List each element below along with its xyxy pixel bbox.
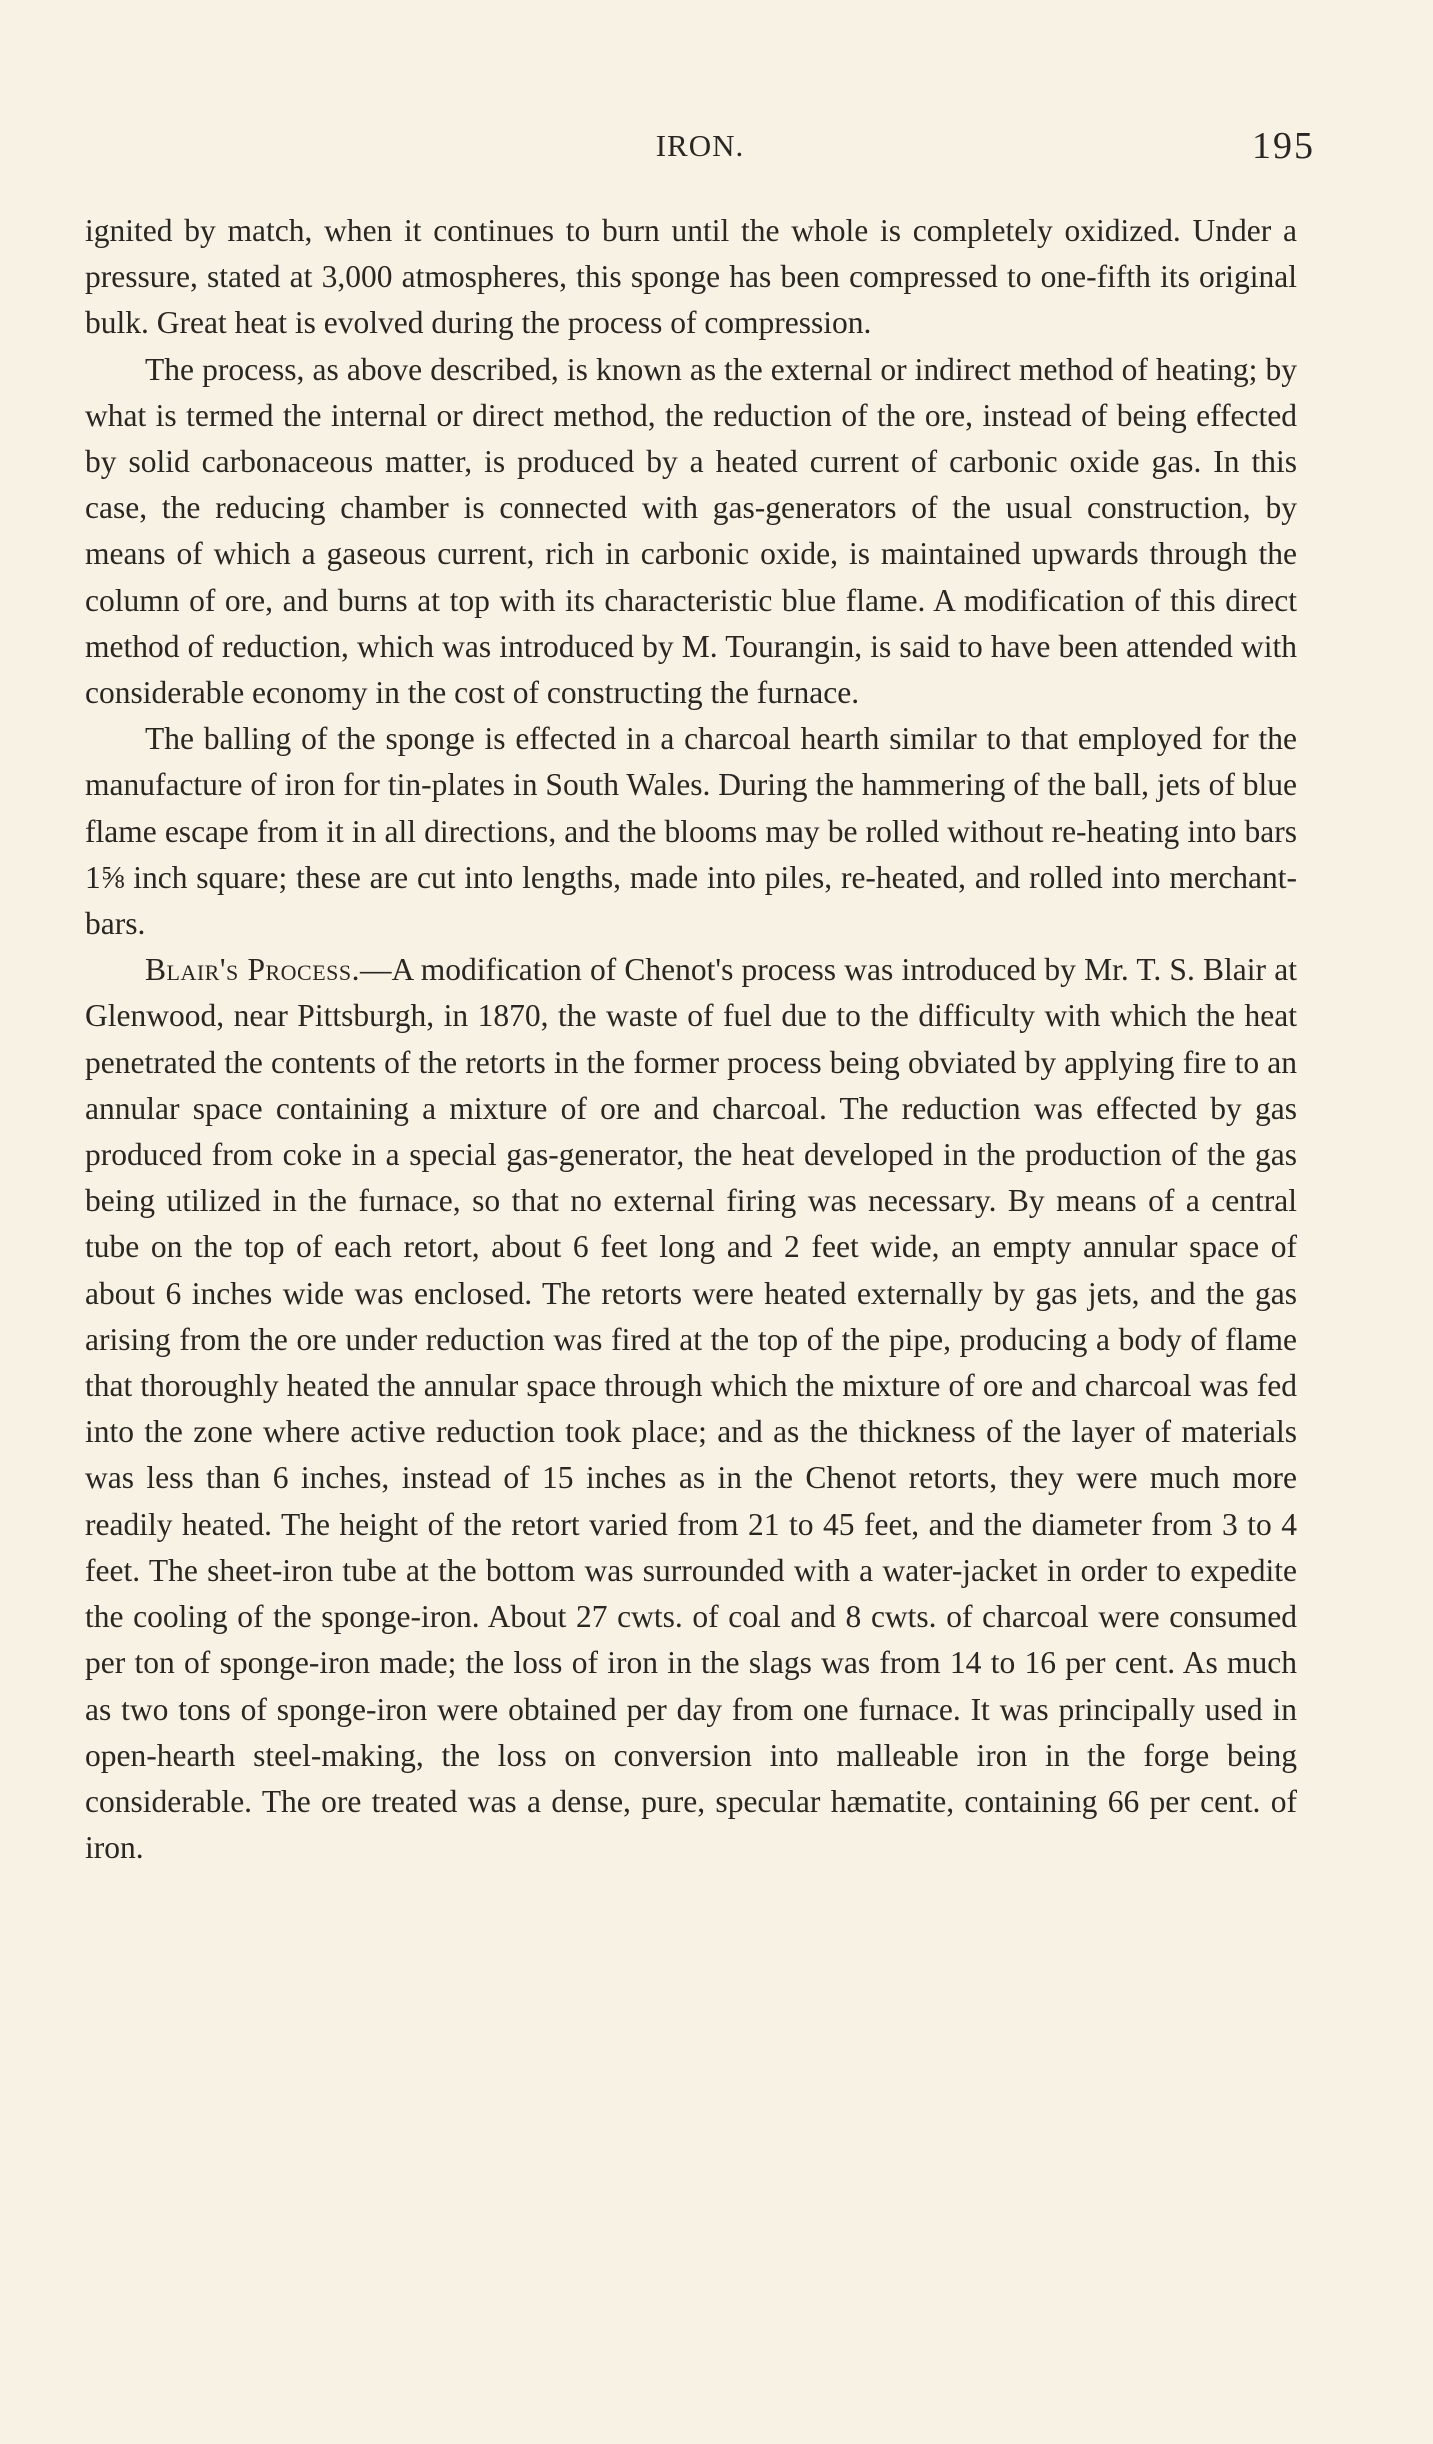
paragraph-blairs-process-text: —A modification of Chenot's process was introduced by Mr. T. S. Blair at Glenwood, near Pittsburgh, in 1870, the waste of fuel due to the difficulty with which the heat penetrated the contents of the retorts in the former process being obviated by applying fire to an annular space containing a mixture of ore and charcoal. The reduction was effected by gas produced from coke in a special gas-generator, the heat developed in the production of the gas being utilized in the furnace, so that no external firing was necessary. By means of a central tube on the top of each retort, about 6 feet long and 2 feet wide, an empty annular space of about 6 inches wide was enclosed. The retorts were heated externally by gas jets, and the gas arising from the ore under reduction was fired at the top of the pipe, producing a body of flame that thoroughly heated the annular space through which the mixture of ore and charcoal was fed into the zone where active reduction took place; and as the thickness of the layer of materials was less than 6 inches, instead of 15 inches as in the Chenot retorts, they were much more readily heated. The height of the retort varied from 21 to 45 feet, and the diameter from 3 to 4 feet. The sheet-iron tube at the bottom was surrounded with a water-jacket in order to expedite the cooling of the sponge-iron. About 27 cwts. of coal and 8 cwts. of charcoal were consumed per ton of sponge-iron made; the loss of iron in the slags was from 14 to 16 per cent. As much as two tons of sponge-iron were obtained per day from one furnace. It was principally used in open-hearth steel-making, the loss on conversion into malleable iron in the forge being considerable. The ore treated was a dense, pure, specular hæmatite, containing 66 per cent. of iron. xyxy=(85,952,1297,1866)
paragraph-balling-sponge: The balling of the sponge is effected in a charcoal hearth similar to that employed for the manufacture of iron for tin-plates in South Wales. During the hammering of the ball, jets of blue flame escape from it in all directions, and the blooms may be rolled without re-heating into bars 1⅝ inch square; these are cut into lengths, made into piles, re-heated, and rolled into merchant-bars. xyxy=(85,721,1297,942)
paragraph-continuation: ignited by match, when it continues to burn until the whole is completely oxidized. Under a pressure, stated at 3,000 atmospheres, this sponge has been compressed to one-fifth its original bulk. Great heat is evolved during the process of compression. xyxy=(85,213,1297,341)
body-text xyxy=(85,208,1297,1871)
running-head xyxy=(85,120,1315,170)
paragraph-blairs-process xyxy=(85,947,1297,1871)
section-heading-blairs-process: Blair's Process. xyxy=(145,952,361,988)
paragraph-heating-methods: The process, as above described, is known as the external or indirect method of heating; by what is termed the internal or direct method, the reduction of the ore, instead of being effected by solid carbonaceous matter, is produced by a heated current of carbonic oxide gas. In this case, the reducing chamber is connected with gas-generators of the usual construction, by means of which a gaseous current, rich in carbonic oxide, is maintained upwards through the column of ore, and burns at top with its characteristic blue flame. A modification of this direct method of reduction, which was introduced by M. Tourangin, is said to have been attended with considerable economy in the cost of constructing the furnace. xyxy=(85,351,1297,711)
page-number: 195 xyxy=(1252,125,1315,167)
running-title: IRON. xyxy=(655,128,745,163)
